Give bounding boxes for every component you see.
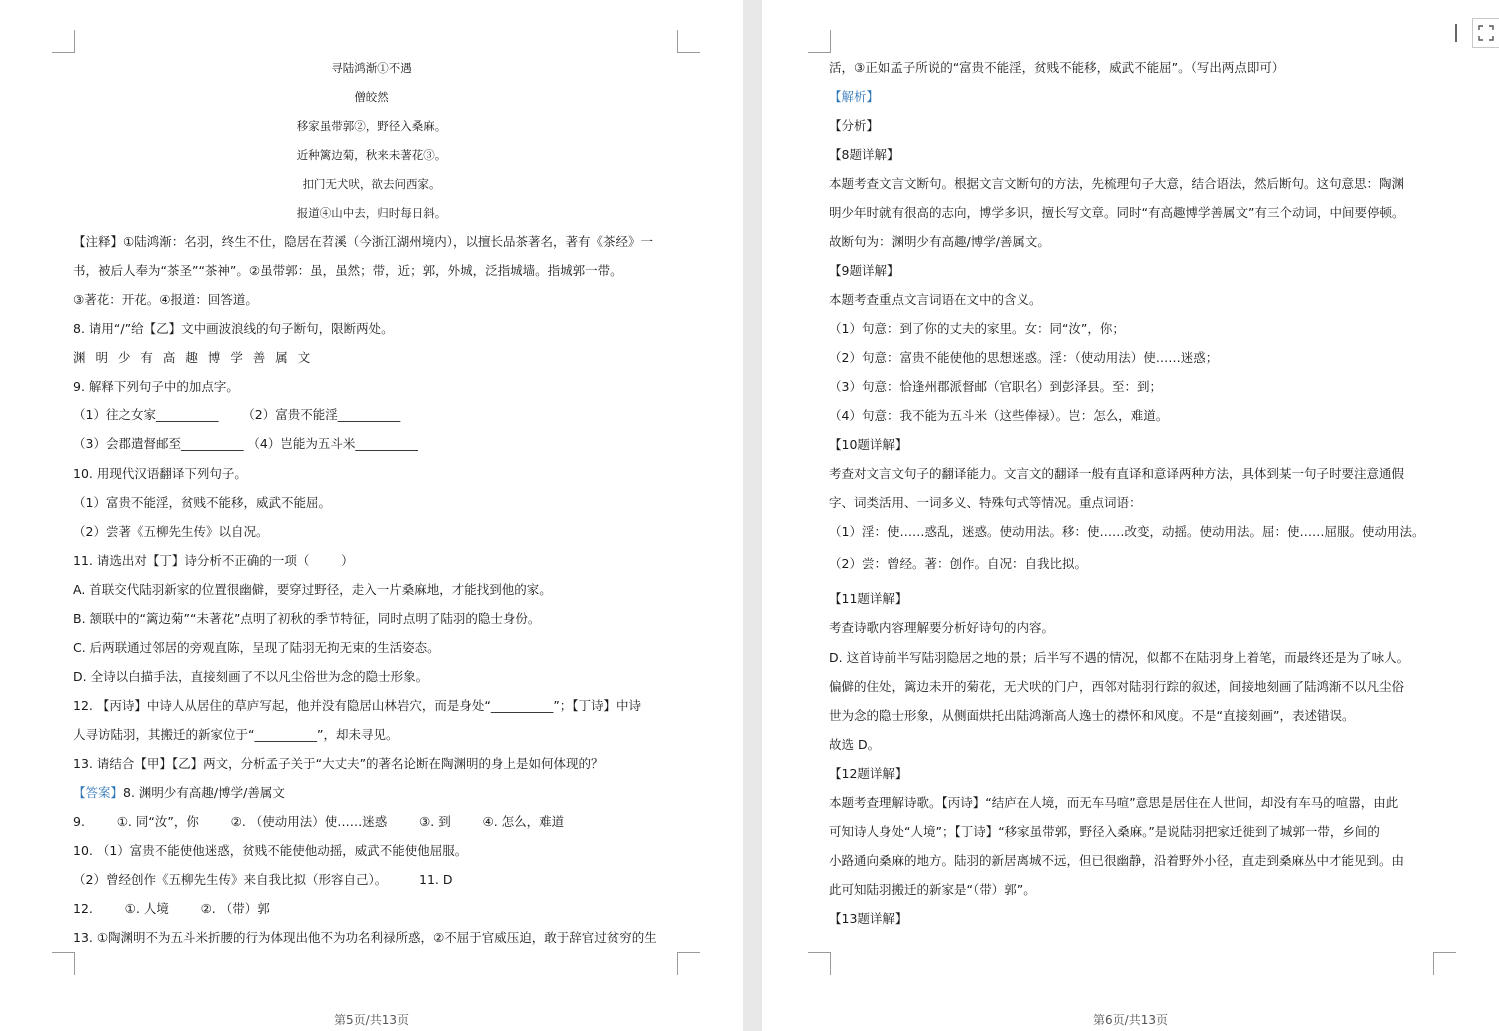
question-8-sentence: 渊 明 少 有 高 趣 博 学 善 属 文	[73, 350, 314, 365]
question-10-item: （2）尝著《五柳先生传》以自况。	[73, 524, 269, 539]
body-line: 可知诗人身处“人境”；【丁诗】“移家虽带郭，野径入桑麻。”是说陆羽把家迁徙到了城郭一带，乡间的	[829, 824, 1380, 839]
question-9-items: （1）往之女家__________ （2）富贵不能淫__________	[73, 407, 401, 422]
body-line: 明少年时就有很高的志向，博学多识，擅长写文章。同时“有高趣博学善属文”有三个动词，中间要停顿。	[829, 205, 1405, 220]
document-page-6	[762, 0, 1499, 1031]
crop-mark	[808, 30, 831, 53]
question-10-item: （1）富贵不能淫，贫贱不能移，威武不能屈。	[73, 495, 331, 510]
body-line: 字、词类活用、一词多义、特殊句式等情况。重点词语：	[829, 495, 1142, 510]
pane-divider-icon[interactable]	[1445, 20, 1467, 46]
answer-10-11: （2）曾经创作《五柳先生传》来自我比拟（形容自己）。 11. D	[73, 872, 453, 887]
crop-mark	[808, 952, 831, 975]
option-a: A. 首联交代陆羽新家的位置很幽僻，要穿过野径，走入一片桑麻地，才能找到他的家。	[73, 582, 552, 597]
question-9: 9. 解释下列句子中的加点字。	[73, 379, 239, 394]
body-line: 小路通向桑麻的地方。陆羽的新居离城不远，但已很幽静，沿着野外小径，直走到桑麻丛中才能见到。由	[829, 853, 1405, 868]
body-line: （2）尝：曾经。著：创作。自况：自我比拟。	[829, 556, 1087, 571]
answer-10: 10. （1）富贵不能使他迷惑，贫贱不能使他动摇，威武不能使他屈服。	[73, 843, 468, 858]
crop-mark	[677, 952, 700, 975]
section-heading: 【13题详解】	[829, 911, 908, 926]
body-line: 故选 D。	[829, 737, 881, 752]
body-line: 偏僻的住处，篱边未开的菊花，无犬吠的门户，西邻对陆羽行踪的叙述，间接地刻画了陆鸿渐不以凡尘俗	[829, 679, 1405, 694]
body-line: 本题考查重点文言词语在文中的含义。	[829, 292, 1042, 307]
crop-mark	[52, 952, 75, 975]
crop-mark	[1433, 952, 1456, 975]
question-11: 11. 请选出对【丁】诗分析不正确的一项（ ）	[73, 553, 354, 568]
body-line: 考查诗歌内容理解要分析好诗句的内容。	[829, 620, 1055, 635]
question-9-items: （3）会郡遣督邮至__________ （4）岂能为五斗米__________	[73, 436, 418, 451]
page-number: 第5页/共13页	[334, 1013, 409, 1027]
body-line: （4）句意：我不能为五斗米（这些俸禄）。岂：怎么，难道。	[829, 408, 1169, 423]
poem-title: 寻陆鸿渐①不遇	[331, 61, 412, 75]
body-line: （3）句意：恰逢州郡派督邮（官职名）到彭泽县。至：到；	[829, 379, 1162, 394]
option-b: B. 颔联中的“篱边菊”“未著花”点明了初秋的季节特征，同时点明了陆羽的隐士身份。	[73, 611, 541, 626]
analysis-heading: 【解析】	[829, 89, 880, 104]
body-line: （1）句意：到了你的丈夫的家里。女：同“汝”，你；	[829, 321, 1125, 336]
answer-12: 12. ①. 人境 ②. （带）郭	[73, 901, 270, 916]
page-number: 第6页/共13页	[1093, 1013, 1168, 1027]
body-line: 本题考查文言文断句。根据文言文断句的方法，先梳理句子大意，结合语法，然后断句。这句意思：陶渊	[829, 176, 1405, 191]
section-heading: 【8题详解】	[829, 147, 900, 162]
answer-8: 【答案】8. 渊明少有高趣/博学/善属文	[73, 785, 285, 800]
document-page-5	[0, 0, 743, 1031]
answer-13: 13. ①陶渊明不为五斗米折腰的行为体现出他不为功名利禄所惑，②不屈于官威压迫，敢于辞官过贫穷的生	[73, 930, 657, 945]
body-line: 故断句为：渊明少有高趣/博学/善属文。	[829, 234, 1050, 249]
annotation-line: 书，被后人奉为“茶圣”“茶神”。②虽带郭：虽，虽然；带，近；郭，外城，泛指城墙。指城郭一带。	[73, 263, 623, 278]
body-line: 世为念的隐士形象，从侧面烘托出陆鸿渐高人逸士的襟怀和风度。不是“直接刻画”，表述错误。	[829, 708, 1355, 723]
poem-line: 近种篱边菊，秋来未著花③。	[296, 148, 447, 162]
question-13: 13. 请结合【甲】【乙】两文，分析孟子关于“大丈夫”的著名论断在陶渊明的身上是如何体现的？	[73, 756, 604, 771]
section-heading: 【11题详解】	[829, 591, 908, 606]
crop-mark	[52, 30, 75, 53]
question-12-cont: 人寻访陆羽，其搬迁的新家位于“__________”，却未寻见。	[73, 727, 399, 742]
question-12: 12. 【丙诗】中诗人从居住的草庐写起，他并没有隐居山林岩穴，而是身处“__________”；【丁诗】中诗	[73, 698, 642, 713]
body-line: （2）句意：富贵不能使他的思想迷惑。淫：（使动用法）使……迷惑；	[829, 350, 1219, 365]
section-heading: 【9题详解】	[829, 263, 900, 278]
poem-line: 移家虽带郭②，野径入桑麻。	[296, 119, 447, 133]
answer-tag: 【答案】	[73, 785, 124, 800]
option-c: C. 后两联通过邻居的旁观直陈，呈现了陆羽无拘无束的生活姿态。	[73, 640, 440, 655]
body-line: （1）淫：使……惑乱，迷惑。使动用法。移：使……改变，动摇。使动用法。屈：使……屈服。使动用法。	[829, 524, 1425, 539]
section-heading: 【12题详解】	[829, 766, 908, 781]
poem-line: 扣门无犬吠，欲去问西家。	[302, 177, 441, 191]
question-8: 8. 请用“/”给【乙】文中画波浪线的句子断句，限断两处。	[73, 321, 394, 336]
answer-13-cont: 活，③正如孟子所说的“富贵不能淫，贫贱不能移，威武不能屈”。（写出两点即可）	[829, 60, 1285, 75]
crop-mark	[677, 30, 700, 53]
answer-9: 9. ①. 同“汝”，你 ②. （使动用法）使……迷惑 ③. 到 ④. 怎么，难道	[73, 814, 565, 829]
section-heading: 【10题详解】	[829, 437, 908, 452]
body-line: 考查对文言文句子的翻译能力。文言文的翻译一般有直译和意译两种方法，具体到某一句子时要注意通假	[829, 466, 1405, 481]
body-line: 此可知陆羽搬迁的新家是“（带）郭”。	[829, 882, 1036, 897]
poem-author: 僧皎然	[354, 90, 389, 104]
question-10: 10. 用现代汉语翻译下列句子。	[73, 466, 247, 481]
annotation-line: 【注释】①陆鸿渐：名羽，终生不仕，隐居在苕溪（今浙江湖州境内），以擅长品茶著名，著有《茶经》一	[73, 234, 653, 249]
body-line: D. 这首诗前半写陆羽隐居之地的景；后半写不遇的情况，似都不在陆羽身上着笔，而最终还是为了咏人。	[829, 650, 1410, 665]
annotation-line: ③著花：开花。④报道：回答道。	[73, 292, 258, 307]
option-d: D. 全诗以白描手法，直接刻画了不以凡尘俗世为念的隐士形象。	[73, 669, 429, 684]
poem-line: 报道④山中去，归时每日斜。	[296, 206, 447, 220]
body-line: 本题考查理解诗歌。【丙诗】“结庐在人境，而无车马喧”意思是居住在人世间，却没有车马的喧嚣，由此	[829, 795, 1399, 810]
fit-page-icon[interactable]	[1472, 18, 1499, 48]
section-heading: 【分析】	[829, 118, 880, 133]
